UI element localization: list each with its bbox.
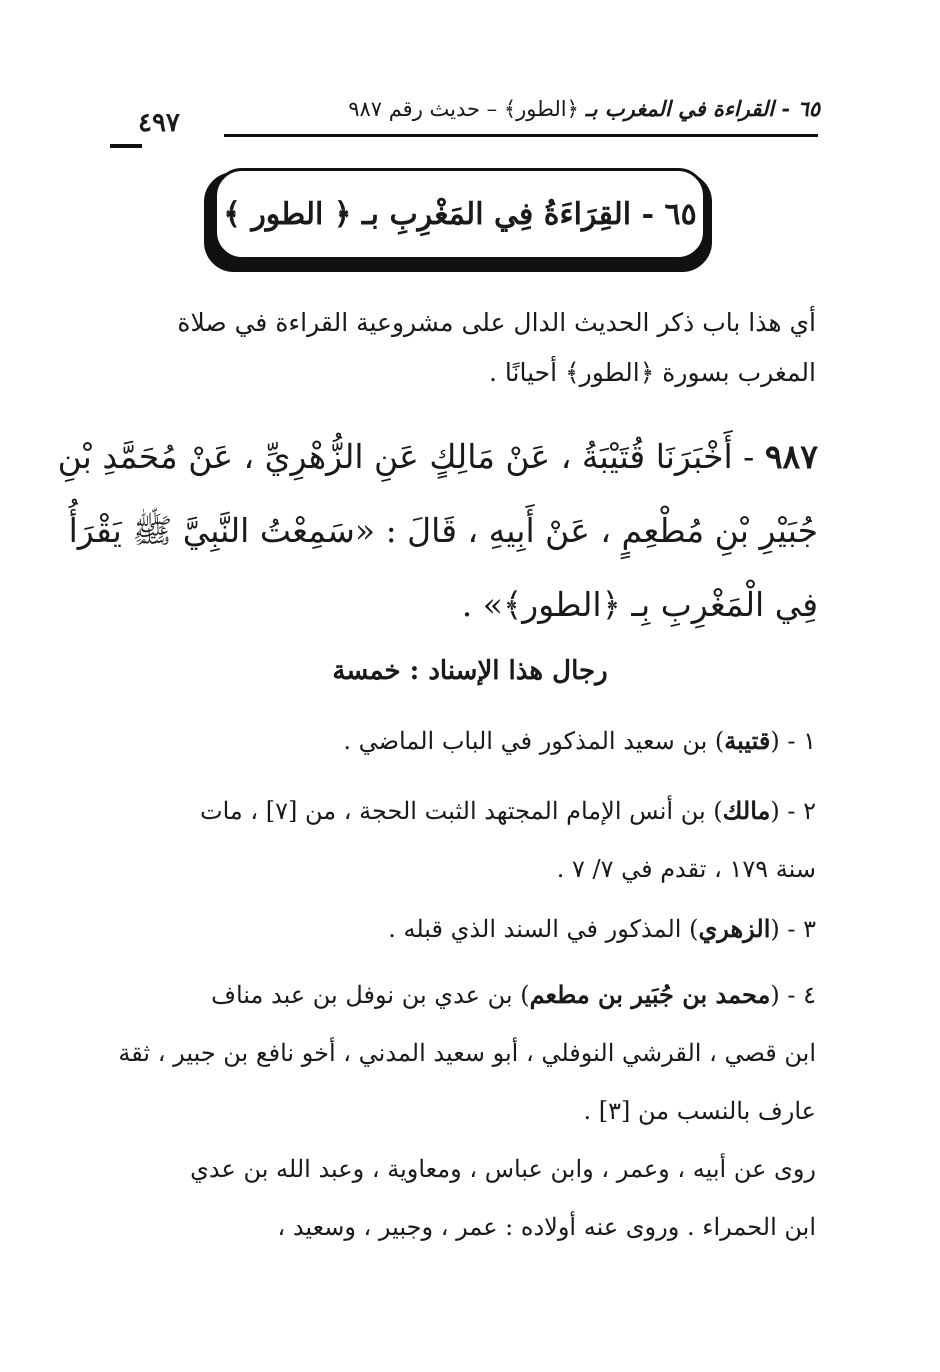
hadith-line-text: - أَخْبَرَنَا قُتَيْبَةُ ، عَنْ مَالِكٍ عَنِ الزُّهْرِيِّ ، عَنْ مُحَمَّدِ بْنِ: [57, 437, 755, 476]
narrator-line: عارف بالنسب من [٣] .: [583, 1097, 816, 1125]
narrator-prefix: ٣ - (: [770, 915, 816, 943]
chapter-title-box: [214, 168, 706, 260]
chapter-title: ٦٥ - القِرَاءَةُ فِي المَغْرِبِ بـ ﴿ الطور ﴾: [223, 196, 697, 232]
narrator-text: ) بن سعيد المذكور في الباب الماضي .: [343, 727, 725, 755]
narrator-prefix: ٤ - (: [770, 981, 816, 1009]
running-header-chapter: ٦٥ - القراءة في المغرب بـ: [585, 96, 820, 121]
narrator-entry-1: [110, 712, 816, 770]
hadith-line: فِي الْمَغْرِبِ بِـ ﴿الطور﴾» .: [461, 585, 818, 624]
narrator-text: ) المذكور في السند الذي قبله .: [388, 915, 699, 943]
narrator-line: [110, 782, 816, 840]
narrator-line: ابن قصي ، القرشي النوفلي ، أبو سعيد المدني ، أخو نافع بن جبير ، ثقة: [118, 1039, 816, 1067]
narrator-4-continued: [110, 1140, 816, 1256]
narrator-name: محمد بن جُبَير بن مطعم: [529, 980, 771, 1009]
hadith-number: ٩٨٧: [764, 437, 818, 476]
narrator-entry-4: [110, 966, 816, 1140]
narrator-name: مالك: [722, 796, 771, 825]
narrator-line: ابن الحمراء . وروى عنه أولاده : عمر ، وجبير ، وسعيد ،: [277, 1213, 816, 1241]
narrator-line: سنة ١٧٩ ، تقدم في ٧/ ٧ .: [556, 855, 816, 883]
hadith-line: [57, 420, 818, 494]
narrator-text: ) بن عدي بن نوفل بن عبد مناف: [211, 981, 530, 1009]
page-number: ٤٩٧: [138, 108, 180, 138]
intro-line: أي هذا باب ذكر الحديث الدال على مشروعية القراءة في صلاة: [177, 308, 816, 337]
running-header-hadith: ﴿الطور﴾ – حديث رقم ٩٨٧: [348, 97, 579, 121]
narrator-entry-3: [110, 900, 816, 958]
hadith-line: جُبَيْرِ بْنِ مُطْعِمٍ ، عَنْ أَبِيهِ ، قَالَ : «سَمِعْتُ النَّبِيَّ ﷺ يَقْرَأُ: [68, 511, 818, 550]
narrator-prefix: ١ - (: [770, 727, 816, 755]
narrator-name: قتيبة: [724, 726, 771, 755]
narrator-line: [110, 712, 816, 770]
section-heading: رجال هذا الإسناد : خمسة: [332, 656, 608, 686]
page-number-underline: [110, 144, 142, 148]
header-rule: [224, 134, 818, 137]
narrator-line: [110, 966, 816, 1024]
narrator-entry-2: [110, 782, 816, 898]
narrator-text: ) بن أنس الإمام المجتهد الثبت الحجة ، من [٧] ، مات: [199, 797, 723, 825]
hadith-text: [57, 420, 818, 642]
narrator-name: الزهري: [698, 914, 771, 943]
narrator-line: روى عن أبيه ، وعمر ، وابن عباس ، ومعاوية ، وعبد الله بن عدي: [190, 1155, 816, 1183]
narrator-line: [110, 900, 816, 958]
intro-line: المغرب بسورة ﴿الطور﴾ أحيانًا .: [489, 358, 816, 387]
running-header-title: [348, 96, 820, 121]
intro-paragraph: [110, 298, 816, 398]
narrator-prefix: ٢ - (: [770, 797, 816, 825]
